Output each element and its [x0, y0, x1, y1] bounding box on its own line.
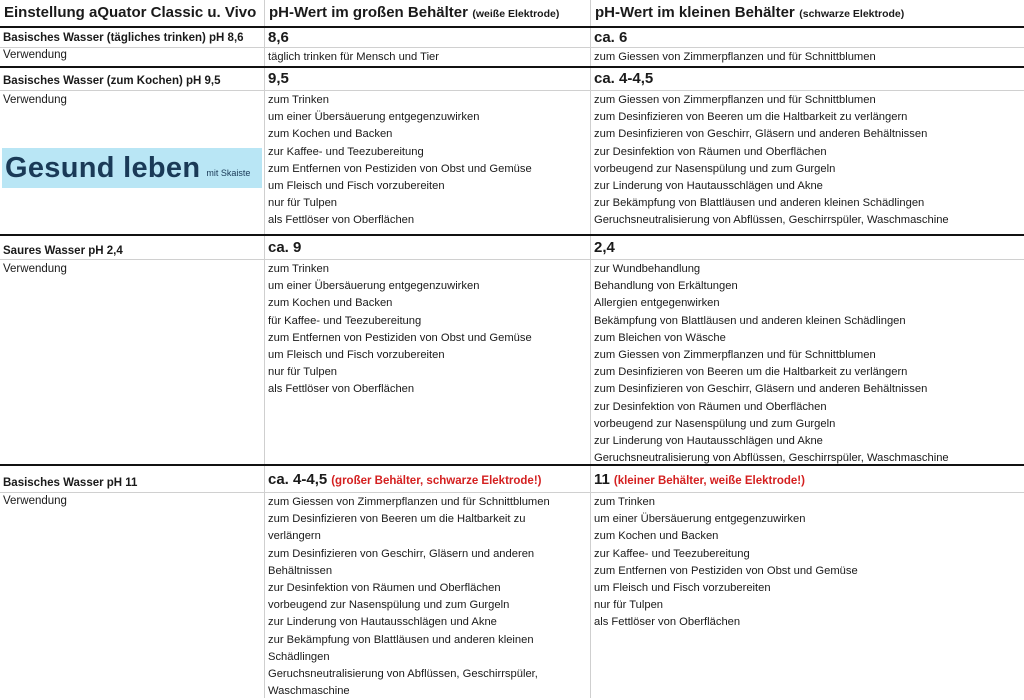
list-item: zur Linderung von Hautausschlägen und Akne — [594, 180, 823, 193]
list-item: Geruchsneutralisierung von Abflüssen, Geschirrspüler, Waschmaschine — [594, 214, 949, 227]
list-item: vorbeugend zur Nasenspülung und zum Gurgeln — [268, 599, 510, 612]
list-item: zum Giessen von Zimmerpflanzen und für Schnittblumen — [594, 349, 876, 362]
list-item: zur Desinfektion von Räumen und Oberflächen — [594, 145, 827, 158]
list-item: zur Bekämpfung von Blattläusen und anderen kleinen Schädlingen — [594, 197, 925, 210]
list-item: als Fettlöser von Oberflächen — [268, 383, 415, 396]
list-item: um einer Übersäuerung entgegenzuwirken — [594, 513, 806, 526]
small-container-cell — [590, 68, 1024, 234]
small-uses-list — [594, 49, 876, 66]
small-container-cell — [590, 236, 1024, 464]
list-item: als Fettlöser von Oberflächen — [268, 214, 415, 227]
small-uses-list — [594, 261, 949, 467]
small-container-cell — [590, 466, 1024, 698]
table-row — [0, 236, 1024, 464]
list-item: zur Bekämpfung von Blattläusen und anderen kleinen Schädlingen — [268, 633, 534, 663]
small-warning-note: (kleiner Behälter, weiße Elektrode!) — [613, 475, 805, 487]
list-item: zum Entfernen von Pestiziden von Obst und Gemüse — [268, 331, 532, 344]
list-item: zum Kochen und Backen — [594, 530, 719, 543]
header-small-label: pH-Wert im kleinen Behälter — [595, 4, 795, 21]
brand-banner — [2, 148, 262, 188]
list-item: zum Desinfizieren von Beeren um die Haltbarkeit zu verlängern — [268, 513, 526, 543]
list-item: für Kaffee- und Teezubereitung — [268, 314, 422, 327]
list-item: zur Wundbehandlung — [594, 263, 701, 275]
usage-label: Verwendung — [3, 495, 67, 507]
big-ph-value — [268, 471, 541, 488]
header-setting-label: Einstellung aQuator Classic u. Vivo — [4, 4, 257, 21]
header-small-container — [590, 0, 1024, 26]
big-uses-list — [268, 92, 532, 230]
small-ph-number: 11 — [594, 471, 610, 488]
list-item: um Fleisch und Fisch vorzubereiten — [268, 349, 445, 362]
list-item: als Fettlöser von Oberflächen — [594, 616, 741, 629]
big-ph-value: ca. 9 — [268, 239, 302, 256]
big-container-cell — [264, 68, 591, 234]
list-item: zum Trinken — [268, 94, 329, 106]
list-item: Behandlung von Erkältungen — [594, 280, 738, 293]
row-label-cell — [0, 236, 264, 464]
small-ph-value: 2,4 — [594, 239, 615, 256]
usage-label: Verwendung — [3, 263, 67, 275]
list-item: nur für Tulpen — [268, 197, 338, 210]
list-item: zur Kaffee- und Teezubereitung — [594, 547, 750, 560]
list-item: um Fleisch und Fisch vorzubereiten — [594, 582, 771, 595]
row-label-cell — [0, 466, 264, 698]
row-title: Basisches Wasser (tägliches trinken) pH 8,6 — [3, 32, 244, 44]
header-big-container — [264, 0, 590, 26]
small-ph-value: ca. 6 — [594, 29, 628, 46]
list-item: zum Entfernen von Pestiziden von Obst und Gemüse — [268, 162, 532, 175]
banner-subtitle: mit Skaiste — [206, 168, 251, 178]
list-item: zum Giessen von Zimmerpflanzen und für Schnittblumen — [594, 51, 876, 63]
big-uses-list — [268, 494, 568, 700]
usage-label: Verwendung — [3, 94, 67, 106]
list-item: nur für Tulpen — [268, 366, 338, 379]
header-small-electrode: (schwarze Elektrode) — [799, 8, 905, 20]
list-item: zur Linderung von Hautausschlägen und Akne — [594, 435, 823, 448]
big-container-cell — [264, 236, 591, 464]
row-title: Basisches Wasser (zum Kochen) pH 9,5 — [3, 75, 221, 87]
list-item: vorbeugend zur Nasenspülung und zum Gurgeln — [594, 162, 836, 175]
list-item: zur Desinfektion von Räumen und Oberflächen — [268, 582, 501, 595]
list-item: zur Linderung von Hautausschlägen und Akne — [268, 616, 497, 629]
row-title: Saures Wasser pH 2,4 — [3, 245, 123, 257]
big-ph-number: ca. 4-4,5 — [268, 471, 328, 488]
list-item: zum Bleichen von Wäsche — [594, 331, 726, 344]
list-item: zur Kaffee- und Teezubereitung — [268, 145, 424, 158]
usage-label: Verwendung — [3, 49, 67, 61]
banner-title: Gesund leben — [5, 151, 201, 184]
big-ph-value: 9,5 — [268, 70, 289, 87]
list-item: um Fleisch und Fisch vorzubereiten — [268, 180, 445, 193]
small-ph-value — [594, 471, 805, 488]
table-row — [0, 466, 1024, 698]
list-item: zum Desinfizieren von Geschirr, Gläsern und anderen Behältnissen — [268, 547, 535, 577]
big-uses-list — [268, 261, 532, 399]
header-setting — [0, 0, 264, 26]
list-item: Geruchsneutralisierung von Abflüssen, Geschirrspüler, Waschmaschine — [594, 452, 949, 465]
table-row — [0, 68, 1024, 234]
big-uses-list — [268, 49, 439, 66]
small-uses-list — [594, 92, 949, 230]
big-warning-note: (großer Behälter, schwarze Elektrode!) — [331, 475, 542, 487]
list-item: vorbeugend zur Nasenspülung und zum Gurgeln — [594, 417, 836, 430]
big-container-cell — [264, 466, 591, 698]
list-item: Allergien entgegenwirken — [594, 297, 720, 310]
list-item: zum Giessen von Zimmerpflanzen und für Schnittblumen — [268, 496, 550, 508]
list-item: Bekämpfung von Blattläusen und anderen kleinen Schädlingen — [594, 314, 906, 327]
list-item: zum Desinfizieren von Geschirr, Gläsern und anderen Behältnissen — [594, 383, 928, 396]
list-item: zum Kochen und Backen — [268, 128, 393, 141]
list-item: um einer Übersäuerung entgegenzuwirken — [268, 280, 480, 293]
small-uses-list — [594, 494, 858, 632]
list-item: zum Kochen und Backen — [268, 297, 393, 310]
list-item: zum Entfernen von Pestiziden von Obst und Gemüse — [594, 564, 858, 577]
list-item: täglich trinken für Mensch und Tier — [268, 51, 440, 63]
big-ph-value: 8,6 — [268, 29, 289, 46]
row-title: Basisches Wasser pH 11 — [3, 477, 138, 489]
list-item: zum Desinfizieren von Beeren um die Haltbarkeit zu verlängern — [594, 366, 908, 379]
list-item: zum Desinfizieren von Geschirr, Gläsern und anderen Behältnissen — [594, 128, 928, 141]
list-item: Geruchsneutralisierung von Abflüssen, Geschirrspüler, Waschmaschine — [268, 668, 538, 698]
row-label-cell — [0, 68, 264, 234]
list-item: zum Trinken — [268, 263, 329, 275]
small-ph-value: ca. 4-4,5 — [594, 70, 654, 87]
table-header — [0, 0, 1024, 26]
list-item: nur für Tulpen — [594, 599, 664, 612]
list-item: um einer Übersäuerung entgegenzuwirken — [268, 111, 480, 124]
header-big-label: pH-Wert im großen Behälter — [269, 4, 468, 21]
list-item: zum Giessen von Zimmerpflanzen und für Schnittblumen — [594, 94, 876, 106]
list-item: zum Desinfizieren von Beeren um die Haltbarkeit zu verlängern — [594, 111, 908, 124]
header-big-electrode: (weiße Elektrode) — [472, 8, 560, 20]
list-item: zur Desinfektion von Räumen und Oberflächen — [594, 400, 827, 413]
list-item: zum Trinken — [594, 496, 655, 508]
